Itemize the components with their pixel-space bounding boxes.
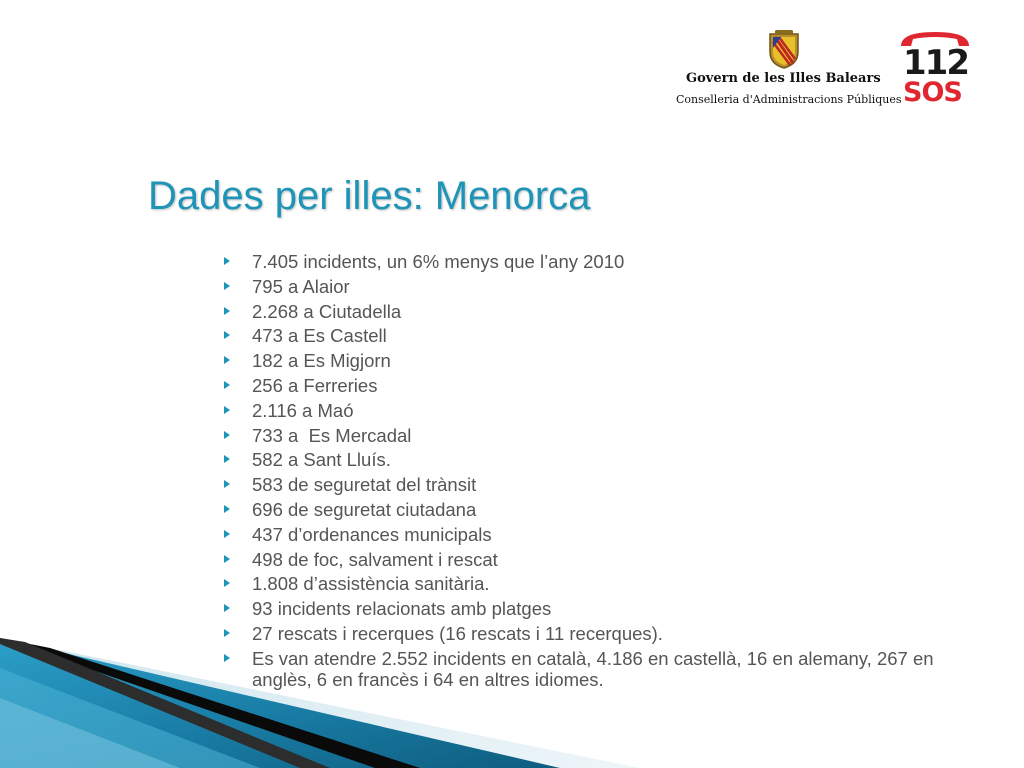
bullet-item (224, 499, 984, 520)
bullet-text: 93 incidents relacionats amb platges (252, 598, 552, 620)
bullet-item (224, 549, 984, 570)
bullet-item (224, 325, 984, 346)
bullet-text: 2.116 a Maó (252, 399, 354, 421)
govern-name: Govern de les Illes Balears (686, 71, 881, 86)
bullet-item (224, 400, 984, 421)
logo-sos-text: SOS (903, 77, 962, 108)
triangle-right-icon (224, 555, 230, 563)
triangle-right-icon (224, 257, 230, 265)
bullet-text: 1.808 d’assistència sanitària. (252, 573, 490, 595)
bullet-item (224, 350, 984, 371)
triangle-right-icon (224, 431, 230, 439)
triangle-right-icon (224, 307, 230, 315)
bullet-item (224, 474, 984, 495)
bullet-text: 583 de seguretat del trànsit (252, 474, 477, 496)
bullet-text: 7.405 incidents, un 6% menys que l’any 2010 (252, 251, 625, 272)
triangle-right-icon (224, 381, 230, 389)
bullet-list (224, 251, 984, 694)
triangle-right-icon (224, 356, 230, 364)
bullet-text: 437 d’ordenances municipals (252, 523, 492, 545)
bullet-item (224, 276, 984, 297)
triangle-right-icon (224, 480, 230, 488)
bullet-text: 582 a Sant Lluís. (252, 449, 391, 471)
bullet-text: 473 a Es Castell (252, 325, 387, 347)
bullet-item (224, 301, 984, 322)
bullet-text: 27 rescats i recerques (16 rescats i 11 recerques). (252, 622, 663, 644)
triangle-right-icon (224, 505, 230, 513)
triangle-right-icon (224, 331, 230, 339)
triangle-right-icon (224, 406, 230, 414)
bullet-item (224, 524, 984, 545)
bullet-text: 733 a Es Mercadal (252, 424, 412, 446)
bullet-item (224, 449, 984, 470)
decorative-corner-stripes (0, 638, 640, 768)
logo-112-number: 112 (903, 43, 968, 83)
bullet-text: 182 a Es Migjorn (252, 350, 391, 372)
bullet-text: 795 a Alaior (252, 275, 350, 297)
emergency-112-logo (897, 26, 973, 110)
bullet-item (224, 598, 984, 619)
bullet-item (224, 425, 984, 446)
triangle-right-icon (224, 530, 230, 538)
triangle-right-icon (224, 604, 230, 612)
triangle-right-icon (224, 455, 230, 463)
triangle-right-icon (224, 282, 230, 290)
bullet-item (224, 573, 984, 594)
coat-of-arms-icon (765, 28, 803, 70)
bullet-text: 696 de seguretat ciutadana (252, 498, 477, 520)
bullet-item (224, 375, 984, 396)
triangle-right-icon (224, 579, 230, 587)
bullet-item (224, 251, 984, 272)
bullet-text: 256 a Ferreries (252, 374, 378, 396)
conselleria-name: Conselleria d'Administracions Públiques (676, 93, 902, 106)
bullet-text: Es van atendre 2.552 incidents en català, 4.186 en castellà, 16 en alemany, 267 en anglès, 6 en francès i 64 en altres idiomes. (252, 647, 934, 690)
slide-title: Dades per illes: Menorca (148, 174, 591, 218)
bullet-text: 498 de foc, salvament i rescat (252, 548, 498, 570)
triangle-right-icon (224, 629, 230, 637)
bullet-text: 2.268 a Ciutadella (252, 300, 402, 322)
